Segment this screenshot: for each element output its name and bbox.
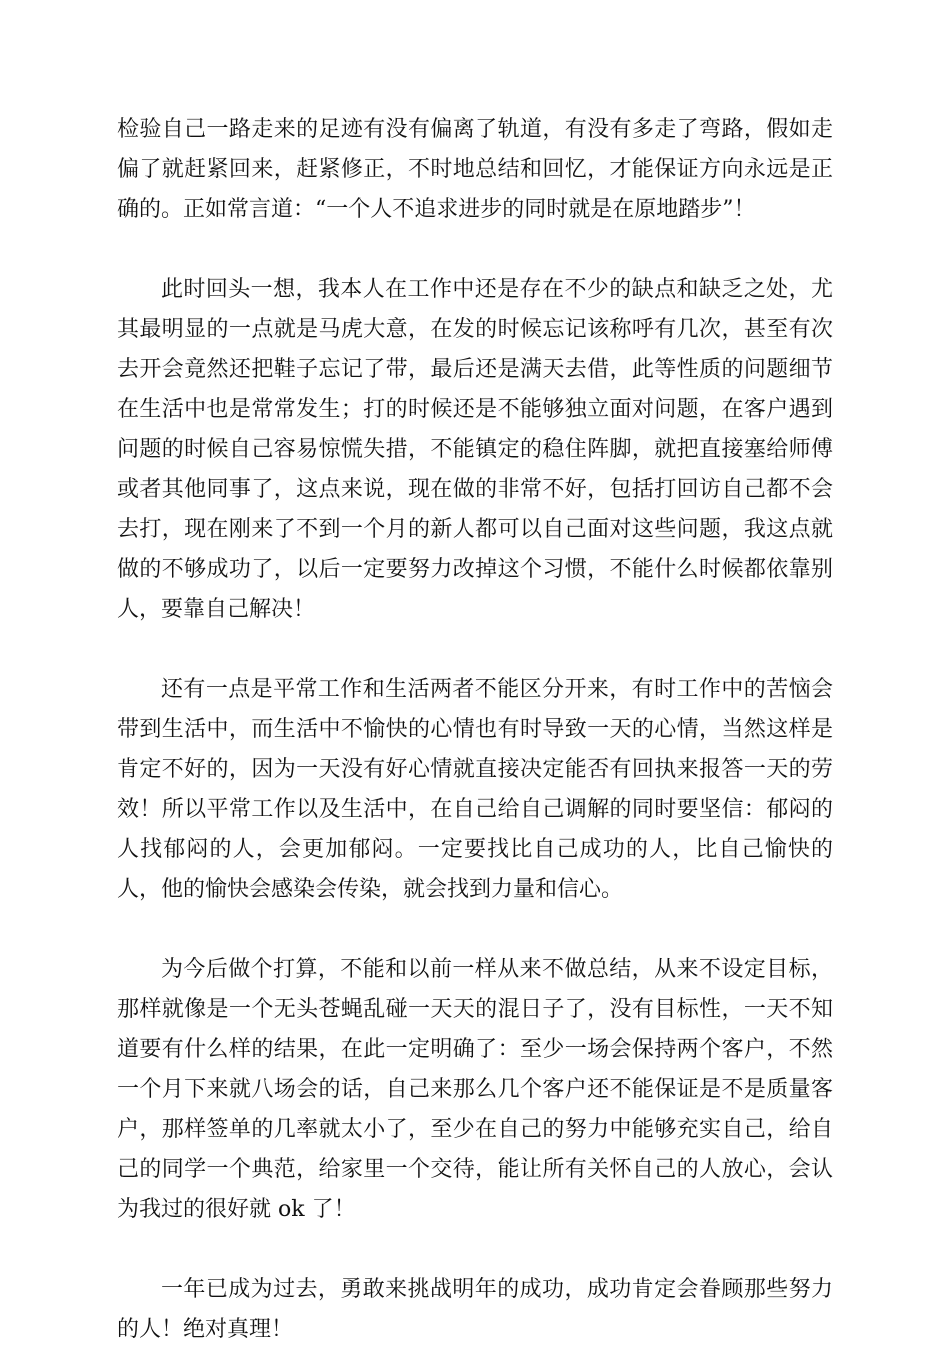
paragraph-5: 一年已成为过去，勇敢来挑战明年的成功，成功肯定会眷顾那些努力的人！绝对真理！ xyxy=(117,1277,833,1342)
paragraph-2: 此时回头一想，我本人在工作中还是存在不少的缺点和缺乏之处，尤其最明显的一点就是马虎大意，在发的时候忘记该称呼有几次，甚至有次去开会竟然还把鞋子忘记了带，最后还是满天去借，此等性质的问题细节在生活中也是常常发生；打的时候还是不能够独立面对问题，在客户遇到问题的时候自己容易惊慌失措，不能镇定的稳住阵脚，就把直接塞给师傅或者其他同事了，这点来说，现在做的非常不好，包括打回访自己都不会去打，现在刚来了不到一个月的新人都可以自己面对这些问题，我这点就做的不够成功了，以后一定要努力改掉这个习惯，不能什么时候都依靠别人，要靠自己解决！ xyxy=(117,277,833,622)
paragraph-4: 为今后做个打算，不能和以前一样从来不做总结，从来不设定目标，那样就像是一个无头苍蝇乱碰一天天的混日子了，没有目标性，一天不知道要有什么样的结果，在此一定明确了：至少一场会保持两个客户，不然一个月下来就八场会的话，自己来那么几个客户还不能保证是不是质量客户，那样签单的几率就太小了，至少在自己的努力中能够充实自己，给自己的同学一个典范，给家里一个交待，能让所有关怀自己的人放心，会认为我过的很好就 ok 了！ xyxy=(117,957,833,1222)
document-body xyxy=(117,110,833,1350)
paragraph-1: 检验自己一路走来的足迹有没有偏离了轨道，有没有多走了弯路，假如走偏了就赶紧回来，赶紧修正，不时地总结和回忆，才能保证方向永远是正确的。正如常言道：“一个人不追求进步的同时就是在原地踏步”！ xyxy=(117,117,833,222)
paragraph-3: 还有一点是平常工作和生活两者不能区分开来，有时工作中的苦恼会带到生活中，而生活中不愉快的心情也有时导致一天的心情，当然这样是肯定不好的，因为一天没有好心情就直接决定能否有回执来报答一天的劳效！所以平常工作以及生活中，在自己给自己调解的同时要坚信：郁闷的人找郁闷的人，会更加郁闷。一定要找比自己成功的人，比自己愉快的人，他的愉快会感染会传染，就会找到力量和信心。 xyxy=(117,677,833,902)
